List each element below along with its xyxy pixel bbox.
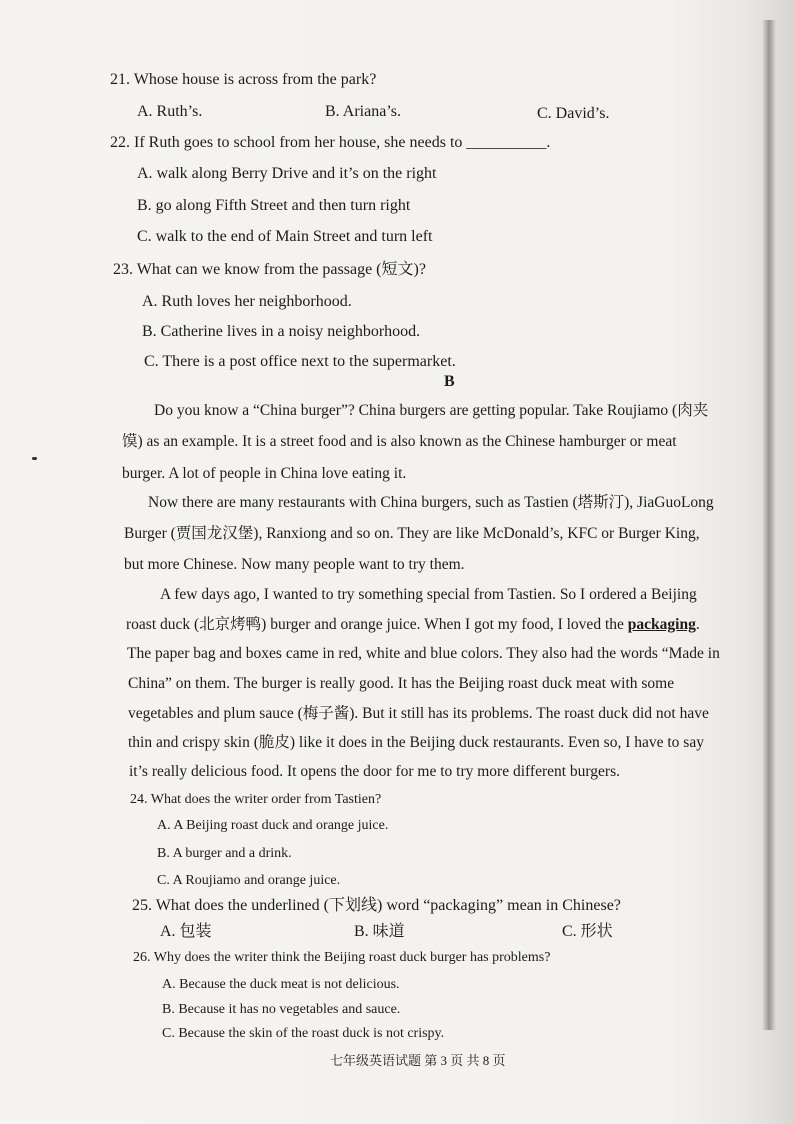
section-label: B: [444, 373, 455, 390]
q25-question: 25. What does the underlined (下划线) word “packaging” mean in Chinese?: [132, 897, 621, 914]
q24-option-c: C. A Roujiamo and orange juice.: [157, 873, 341, 888]
passage-line: it’s really delicious food. It opens the door for me to try more different burgers.: [129, 763, 620, 780]
passage-line: The paper bag and boxes came in red, white and blue colors. They also had the words “Made in: [127, 645, 720, 662]
passage-line: China” on them. The burger is really good. It has the Beijing roast duck meat with some: [128, 675, 675, 692]
q22-question: 22. If Ruth goes to school from her house, she needs to __________.: [110, 134, 551, 151]
q21-question: 21. Whose house is across from the park?: [110, 71, 377, 88]
passage-line: Do you know a “China burger”? China burgers are getting popular. Take Roujiamo (肉夹: [154, 402, 709, 419]
q26-option-c: C. Because the skin of the roast duck is not crispy.: [162, 1026, 445, 1041]
underlined-word-packaging: packaging: [627, 616, 696, 633]
ink-speck: [32, 457, 37, 460]
q26-question: 26. Why does the writer think the Beijing roast duck burger has problems?: [133, 950, 551, 965]
passage-line: 馍) as an example. It is a street food and is also known as the Chinese hamburger or meat: [122, 433, 677, 450]
passage-line: Now there are many restaurants with China burgers, such as Tastien (塔斯汀), JiaGuoLong: [148, 494, 714, 511]
page-footer: 七年级英语试题 第 3 页 共 8 页: [330, 1053, 506, 1068]
passage-line: burger. A lot of people in China love eating it.: [122, 465, 407, 482]
q22-option-a: A. walk along Berry Drive and it’s on the right: [137, 165, 437, 182]
passage-line: Burger (贾国龙汉堡), Ranxiong and so on. They are like McDonald’s, KFC or Burger King,: [124, 525, 700, 542]
q23-option-a: A. Ruth loves her neighborhood.: [142, 293, 352, 310]
q22-option-b: B. go along Fifth Street and then turn right: [137, 197, 411, 214]
passage-line-with-underline: [126, 615, 786, 635]
q24-option-b: B. A burger and a drink.: [157, 846, 292, 861]
passage-line: but more Chinese. Now many people want to try them.: [124, 556, 465, 573]
q25-option-b: B. 味道: [354, 923, 405, 940]
passage-text: .: [695, 616, 700, 633]
passage-text: roast duck (北京烤鸭) burger and orange juice. When I got my food, I loved the: [126, 616, 628, 633]
q21-option-c: C. David’s.: [537, 105, 610, 122]
q25-option-c: C. 形状: [562, 923, 613, 940]
q21-option-a: A. Ruth’s.: [137, 103, 203, 120]
q23-question: 23. What can we know from the passage (短文)?: [113, 261, 426, 278]
q23-option-b: B. Catherine lives in a noisy neighborhood.: [142, 323, 421, 340]
passage-line: thin and crispy skin (脆皮) like it does in the Beijing duck restaurants. Even so, I have to say: [128, 734, 704, 751]
q24-question: 24. What does the writer order from Tastien?: [130, 792, 382, 807]
q21-option-b: B. Ariana’s.: [325, 103, 401, 120]
passage-line: A few days ago, I wanted to try something special from Tastien. So I ordered a Beijing: [160, 586, 697, 603]
q26-option-b: B. Because it has no vegetables and sauce.: [162, 1002, 401, 1017]
q24-option-a: A. A Beijing roast duck and orange juice.: [157, 818, 389, 833]
q23-option-c: C. There is a post office next to the supermarket.: [144, 353, 456, 370]
q26-option-a: A. Because the duck meat is not delicious.: [162, 977, 400, 992]
q25-option-a: A. 包装: [160, 923, 212, 940]
passage-line: vegetables and plum sauce (梅子酱). But it still has its problems. The roast duck did not have: [128, 705, 709, 722]
q22-option-c: C. walk to the end of Main Street and turn left: [137, 228, 433, 245]
